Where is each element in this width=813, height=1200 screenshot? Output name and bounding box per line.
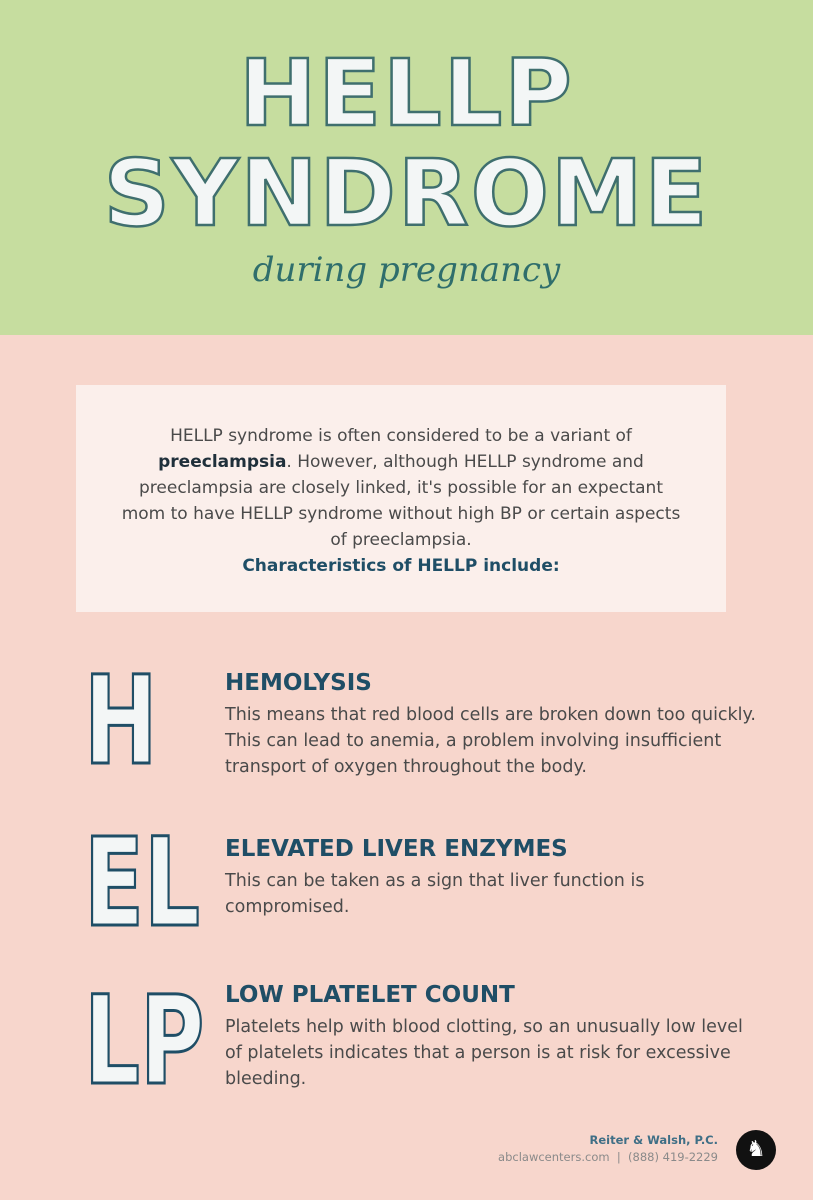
title-line-2: SYNDROME	[103, 140, 710, 247]
characteristics-label: Characteristics of HELLP include:	[242, 556, 560, 576]
section-text: This means that red blood cells are broken down too quickly. This can lead to anemia, a problem involving insufficient transport of oxygen throughout the body.	[225, 705, 756, 777]
section-text: This can be taken as a sign that liver function is compromised.	[225, 871, 645, 917]
section-heading: ELEVATED LIVER ENZYMES	[225, 836, 568, 862]
contact-info: abclawcenters.com | (888) 419-2229	[498, 1150, 718, 1164]
section-heading: HEMOLYSIS	[225, 670, 372, 696]
title-line-1: HELLP	[239, 40, 574, 147]
header-banner	[0, 0, 813, 335]
subtitle: during pregnancy	[252, 250, 561, 290]
section-letter: LP	[84, 970, 205, 1112]
footer	[498, 1132, 718, 1166]
section-heading: LOW PLATELET COUNT	[225, 982, 515, 1008]
intro-text-1: HELLP syndrome is often considered to be a variant of	[170, 426, 632, 446]
intro-box	[76, 385, 726, 612]
section-letter: EL	[84, 812, 200, 954]
section-letter: H	[84, 650, 158, 792]
horse-rider-icon: ♞	[736, 1130, 776, 1170]
section-text: Platelets help with blood clotting, so an unusually low level of platelets indicates that a person is at risk for excessive bleeding.	[225, 1017, 743, 1089]
intro-bold: preeclampsia	[158, 452, 287, 472]
intro-text-2: . However, although HELLP syndrome and preeclampsia are closely linked, it's possible for an expectant mom to have HELLP syndrome without high BP or certain aspects of preeclampsia.	[121, 452, 681, 550]
firm-name: Reiter & Walsh, P.C.	[589, 1133, 718, 1147]
